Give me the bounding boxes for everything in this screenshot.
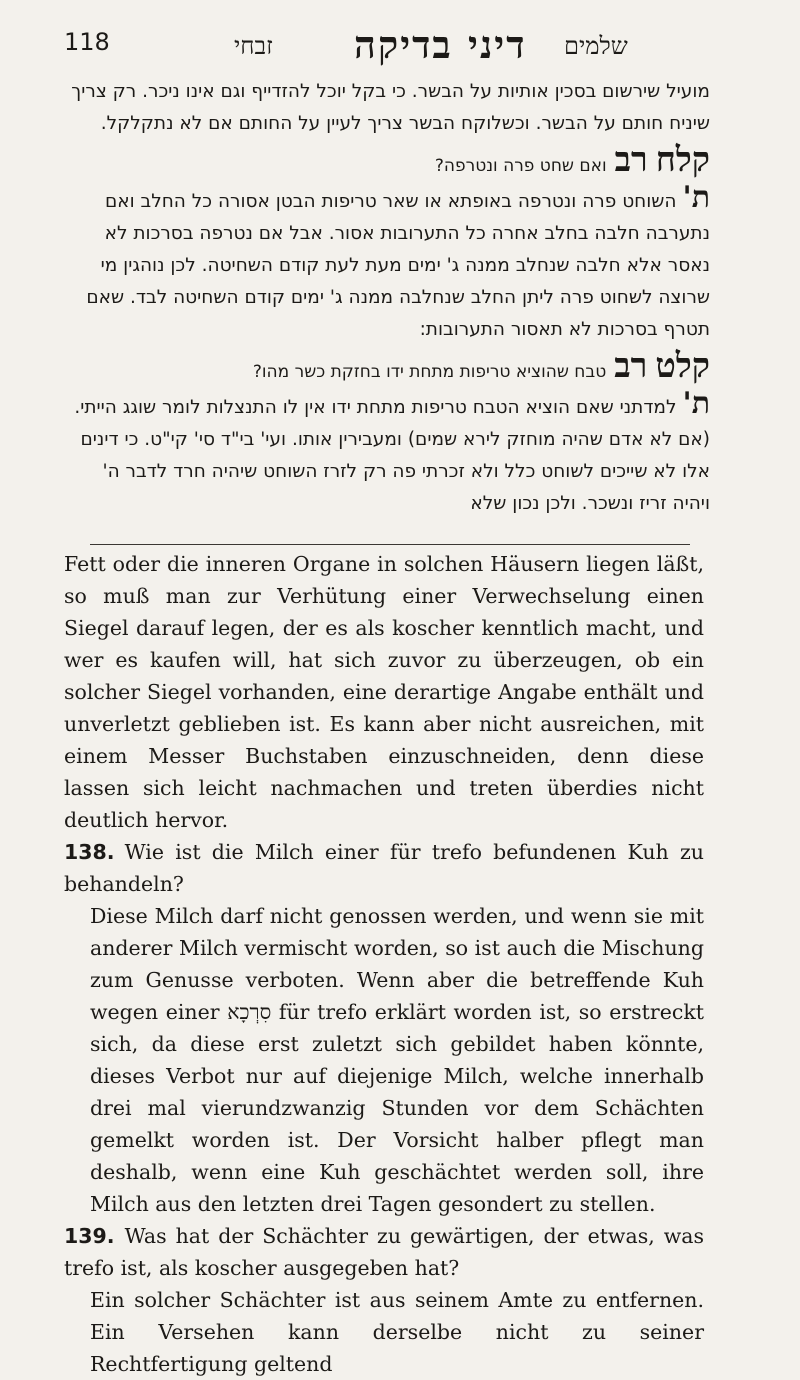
- page-number: 118: [64, 28, 110, 56]
- hebrew-question-139: [64, 346, 710, 388]
- hebrew-answer-139: [64, 388, 710, 520]
- hebrew-question-text: ואם שחט פרה ונטרפה?: [434, 156, 607, 176]
- hebrew-answer-text: השוחט פרה ונטרפה באופתא או שאר טריפות הבטן אסורה כל החלב ואם נתערבה חלבה בחלב אחרה כל התערובות אסור. אבל אם נטרפה בסרכות לא נאסר אלא חלבה שנחלב ממנה ג' ימים מעת לעת קודם השחיטה. לכן נוהגין מי שרוצה לשחוט פרה ליתן החלב שנחלבה ממנה ג' ימים קודם השחיטה לבד. שאם תטרף בסרכות לא תאסור התערובות:: [86, 191, 710, 340]
- hebrew-text-block: [64, 76, 710, 520]
- hebrew-question-number: קלח: [655, 140, 710, 180]
- german-question-number: 138.: [64, 840, 115, 864]
- german-text-block: [64, 548, 704, 1380]
- hebrew-answer-mark: ת': [682, 386, 710, 421]
- german-question-text: Wie ist die Milch einer für trefo befundenen Kuh zu behandeln?: [64, 840, 704, 896]
- hebrew-answer-text: למדתני שאם הוציא הטבח טריפות מתחת ידו אין לו התנצלות לומר שוגג הייתי. (אם לא אדם שהיה מוחזק לירא שמים) ומעבירין אותו. ועי' בי"ד סי' קי"ט. כי דינים אלו לא שייכים לשוחט כלל ולא זכרתי פה רק לזרז השוחט שיהיה חרד לדבר ה' ויהיה זריז ונשכר. ולכן נכון שלא: [74, 397, 710, 514]
- german-question-text: Was hat der Schächter zu gewärtigen, der etwas, was trefo ist, als koscher ausgegeben hat?: [64, 1224, 704, 1280]
- german-answer-138: Diese Milch darf nicht genossen werden, und wenn sie mit anderer Milch vermischt worden, so ist auch die Mischung zum Genusse verboten. Wenn aber die betreffende Kuh wegen einer סִרְכָא für trefo erklärt worden ist, so erstreckt sich, da diese erst zuletzt sich gebildet haben könnte, dieses Verbot nur auf diejenige Milch, welche innerhalb drei mal vierundzwanzig Stunden vor dem Schächten gemelkt worden ist. Der Vorsicht halber pflegt man deshalb, wenn eine Kuh geschächtet werden soll, ihre Milch aus den letzten drei Tagen gesondert zu stellen.: [90, 904, 704, 1216]
- hebrew-question-138: [64, 140, 710, 182]
- german-intro-paragraph: Fett oder die inneren Organe in solchen Häusern liegen läßt, so muß man zur Verhütung einer Verwechselung einen Siegel darauf legen, der es als koscher kenntlich macht, und wer es kaufen will, hat sich zuvor zu überzeugen, ob ein solcher Siegel vorhanden, eine derartige Angabe enthält und unverletzt geblieben ist. Es kann aber nicht ausreichen, mit einem Messer Buchstaben einzuschneiden, denn diese lassen sich leicht nachmachen und treten überdies nicht deutlich hervor.: [64, 552, 704, 832]
- header-left-word: זבחי: [234, 32, 273, 60]
- hebrew-rav-label: רב: [614, 346, 648, 386]
- hebrew-intro-paragraph: מועיל שירשום בסכין אותיות על הבשר. כי בקל יוכל להזדייף וגם אינו ניכר. רק צריך שיניח חותם על הבשר. וכשלוקח הבשר צריך לעיין על החותם אם לא נתקלקל.: [71, 81, 710, 134]
- hebrew-question-text: טבח שהוציא טריפות מתחת ידו בחזקת כשר מהו?: [252, 362, 607, 382]
- running-header: [64, 18, 704, 68]
- german-answer-139: Ein solcher Schächter ist aus seinem Amte zu entfernen. Ein Versehen kann derselbe nicht zu seiner Rechtfertigung geltend: [90, 1288, 704, 1376]
- german-question-number: 139.: [64, 1224, 115, 1248]
- german-question-139: [64, 1220, 704, 1284]
- hebrew-answer-mark: ת': [682, 180, 710, 215]
- hebrew-rav-label: רב: [614, 140, 648, 180]
- section-divider: [90, 544, 690, 545]
- hebrew-question-number: קלט: [655, 346, 710, 386]
- german-question-138: [64, 836, 704, 900]
- header-right-word: שלמים: [564, 32, 628, 60]
- header-title: דיני בדיקה: [354, 22, 527, 67]
- hebrew-answer-138: [64, 182, 710, 346]
